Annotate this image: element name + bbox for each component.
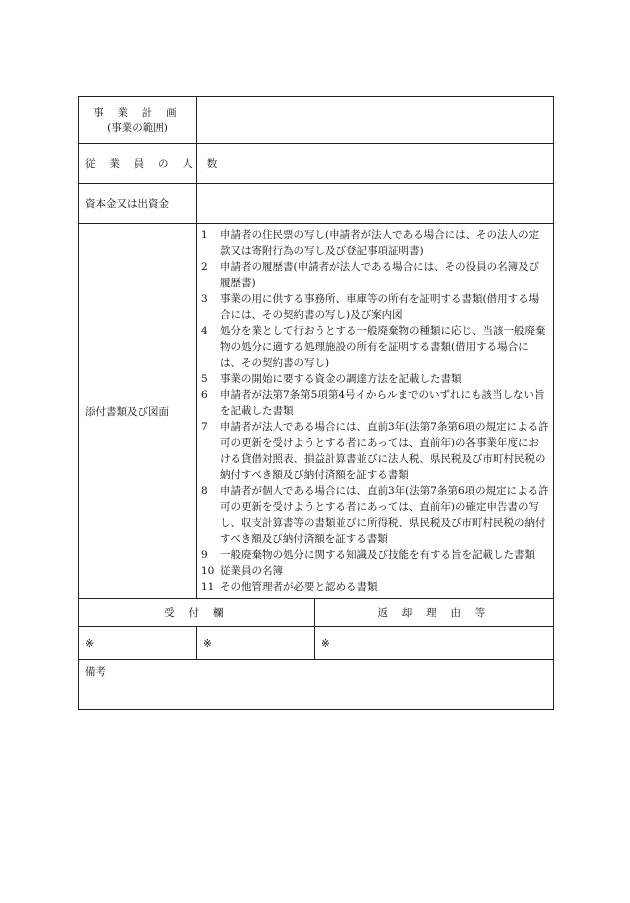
business-plan-value[interactable] [197,97,554,144]
reception-mark-cell-1[interactable] [79,627,197,660]
attachments-label-cell [79,224,197,599]
business-plan-label: 事 業 計 画 [93,107,182,119]
reference-mark: ※ [203,638,212,650]
capital-value[interactable] [197,184,554,224]
reception-header-row [79,599,554,627]
return-reason-header-cell [315,599,554,627]
marks-row [79,627,554,660]
attachment-item: 9 一般廃棄物の処分に関する知識及び技能を有する旨を記載した書類 [201,549,535,561]
attachment-item: 4 処分を業として行おうとする一般廃棄物の種類に応じ、当該一般廃棄物の処分に適する処理施設の所有を証明する書類(借用する場合には、その契約書の写し) [201,325,546,369]
attachment-item: 6 申請者が法第7条第5項第4号イからルまでのいずれにも該当しない旨を記載した書類 [201,389,545,417]
attachments-label: 添付書類及び図面 [85,405,169,418]
capital-row [79,184,554,224]
return-reason-mark-cell[interactable] [315,627,554,660]
attachment-item: 5 事業の開始に要する資金の調達方法を記載した書類 [201,373,462,385]
employees-label-cell [79,144,223,184]
employees-value[interactable] [197,144,554,184]
reference-mark: ※ [321,638,330,650]
business-plan-sublabel: (事業の範囲) [107,122,168,134]
reference-mark: ※ [85,638,94,650]
reception-header: 受 付 欄 [164,607,229,619]
attachment-item: 7 申請者が法人である場合には、直前3年(法第7条第6項の規定による許可の更新を受けようとする者にあっては、直前年)の各事業年度における貸借対照表、損益計算書並びに法人税、県民税及び市町村民税の納付すべき額及び納付済額を証する書類 [201,421,549,481]
business-plan-label-cell [79,97,197,144]
application-form [78,96,554,710]
reception-mark-cell-2[interactable] [197,627,315,660]
attachment-item: 10 従業員の名簿 [201,565,283,577]
return-reason-header: 返 却 理 由 等 [377,607,491,619]
employees-label: 従 業 員 の 人 数 [85,158,223,170]
business-plan-row [79,97,554,144]
attachments-list-cell [197,224,554,599]
remarks-row [79,660,554,710]
capital-label-cell [79,184,197,224]
remarks-label: 備考 [85,666,106,678]
employees-row [79,144,554,184]
remarks-cell[interactable] [79,660,554,710]
attachments-row [79,224,554,599]
attachment-item: 3 事業の用に供する事務所、車庫等の所有を証明する書類(借用する場合には、その契約書の写し)及び案内図 [201,293,540,321]
attachment-item: 8 申請者が個人である場合には、直前3年(法第7条第6項の規定による許可の更新を受けようとする者にあっては、直前年)の確定申告書の写し、収支計算書等の書類並びに所得税、県民税及び市町村民税の納付すべき額及び納付済額を証する書類 [201,485,549,545]
attachments-list [201,227,549,595]
reception-header-cell [79,599,315,627]
attachment-item: 1 申請者の住民票の写し(申請者が法人である場合には、その法人の定款又は寄附行為の写し及び登記事項証明書) [201,229,540,257]
capital-label: 資本金又は出資金 [85,198,169,210]
attachment-item: 11 その他管理者が必要と認める書類 [201,581,378,593]
attachment-item: 2 申請者の履歴書(申請者が法人である場合には、その役員の名簿及び履歴書) [201,261,540,289]
